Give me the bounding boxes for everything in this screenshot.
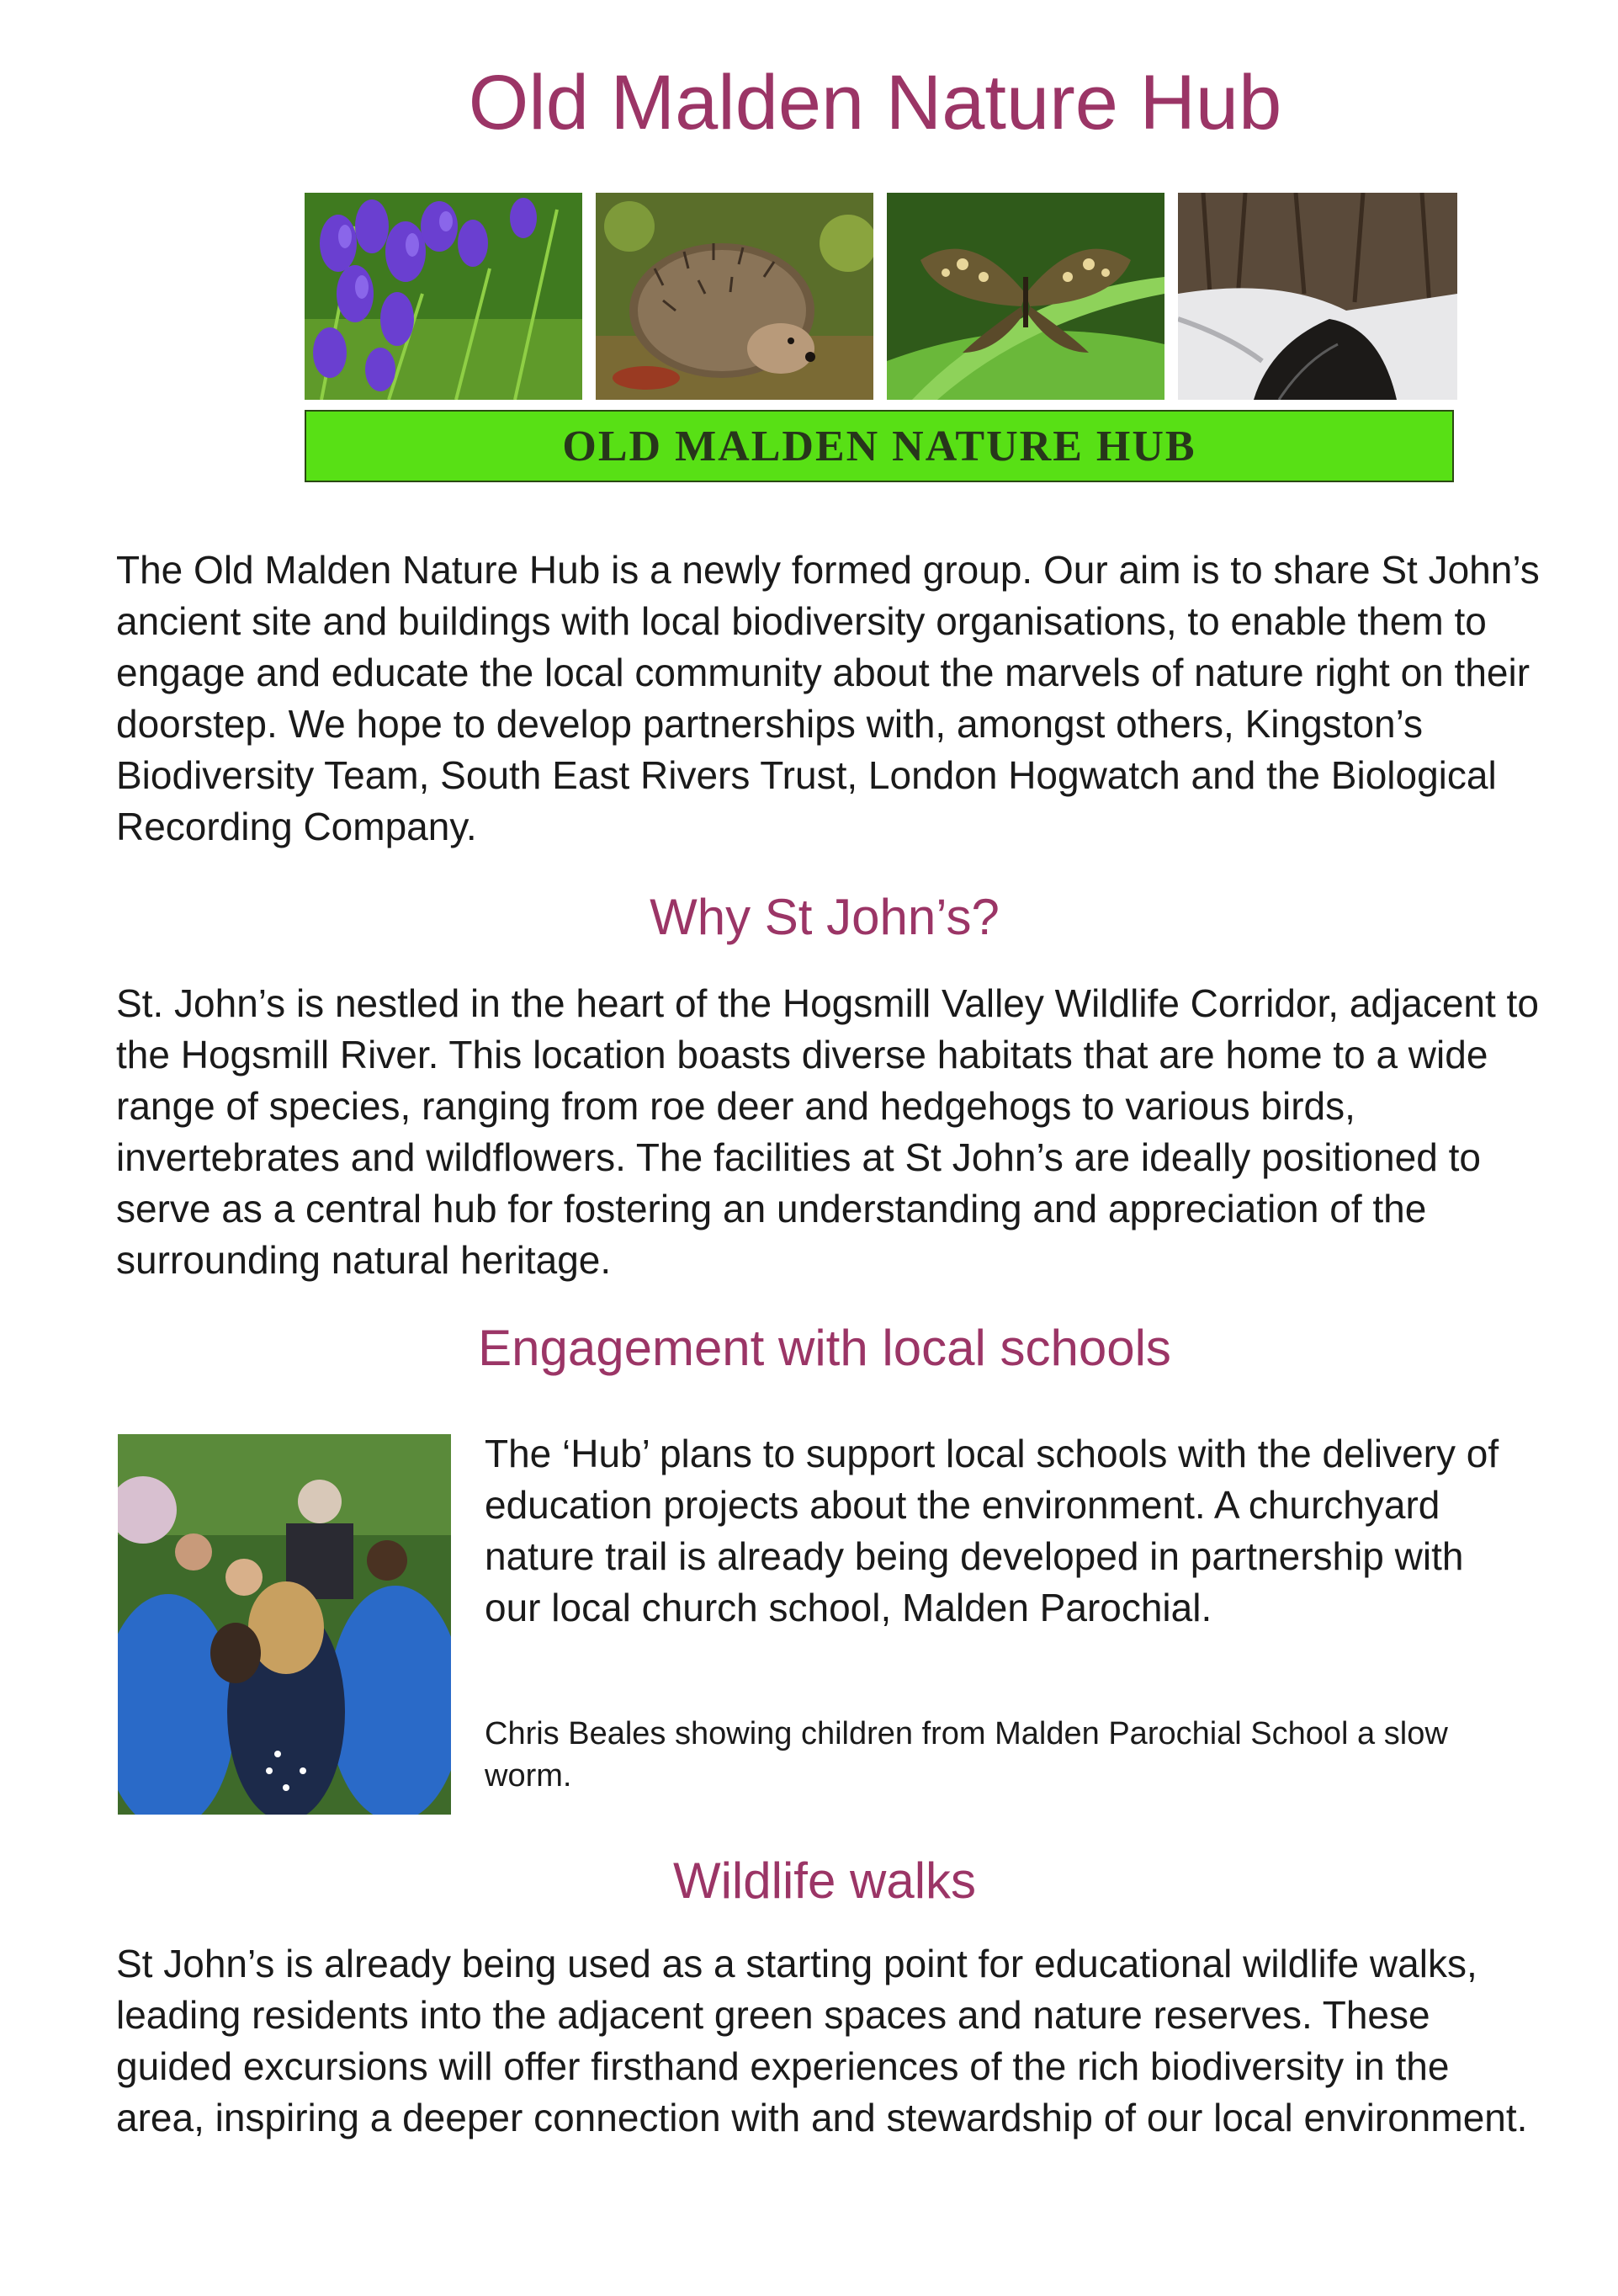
intro-paragraph: The Old Malden Nature Hub is a newly formed group. Our aim is to share St John’s ancient site and buildings with local biodiversity organisations, to enable them to engage and educate the local community about the marvels of nature right on their doorstep. We hope to develop partnerships with, amongst others, Kingston’s Biodiversity Team, South East Rivers Trust, London Hogwatch and the Biological Recording Company. — [116, 548, 1540, 848]
photo-banner — [305, 193, 1457, 487]
walks-paragraph: St John’s is already being used as a starting point for educational wildlife walks, leading residents into the adjacent green spaces and nature reserves. These guided excursions will offer firsthand experiences of the rich biodiversity in the area, inspiring a deeper connection with and stewardship of our local environment. — [116, 1942, 1528, 2139]
why-paragraph: St. John’s is nestled in the heart of the Hogsmill Valley Wildlife Corridor, adjacent to the Hogsmill River. This location boasts diverse habitats that are home to a wide range of species, ranging from roe deer and hedgehogs to various birds, invertebrates and wildflowers. The facilities at St John’s are ideally positioned to serve as a central hub for fostering an understanding and appreciation of the surrounding natural heritage. — [116, 981, 1539, 1282]
schools-paragraph: The ‘Hub’ plans to support local schools with the delivery of education projects about the environment. A churchyard nature trail is already being developed in partnership with our local church school, Malden Parochial. — [485, 1432, 1499, 1629]
bluebells-photo — [305, 193, 582, 400]
page-title: Old Malden Nature Hub — [468, 60, 1282, 146]
butterfly-photo — [887, 193, 1164, 400]
why-heading: Why St John’s? — [650, 889, 1000, 945]
snowy-stream-photo — [1178, 193, 1457, 400]
walks-heading: Wildlife walks — [672, 1852, 977, 1909]
schools-heading: Engagement with local schools — [478, 1320, 1171, 1376]
photo-caption: Chris Beales showing children from Malden Parochial School a slow worm. — [485, 1716, 1448, 1794]
banner-label: OLD MALDEN NATURE HUB — [305, 410, 1454, 482]
hedgehog-photo — [596, 193, 873, 400]
schools-photo — [118, 1434, 451, 1815]
